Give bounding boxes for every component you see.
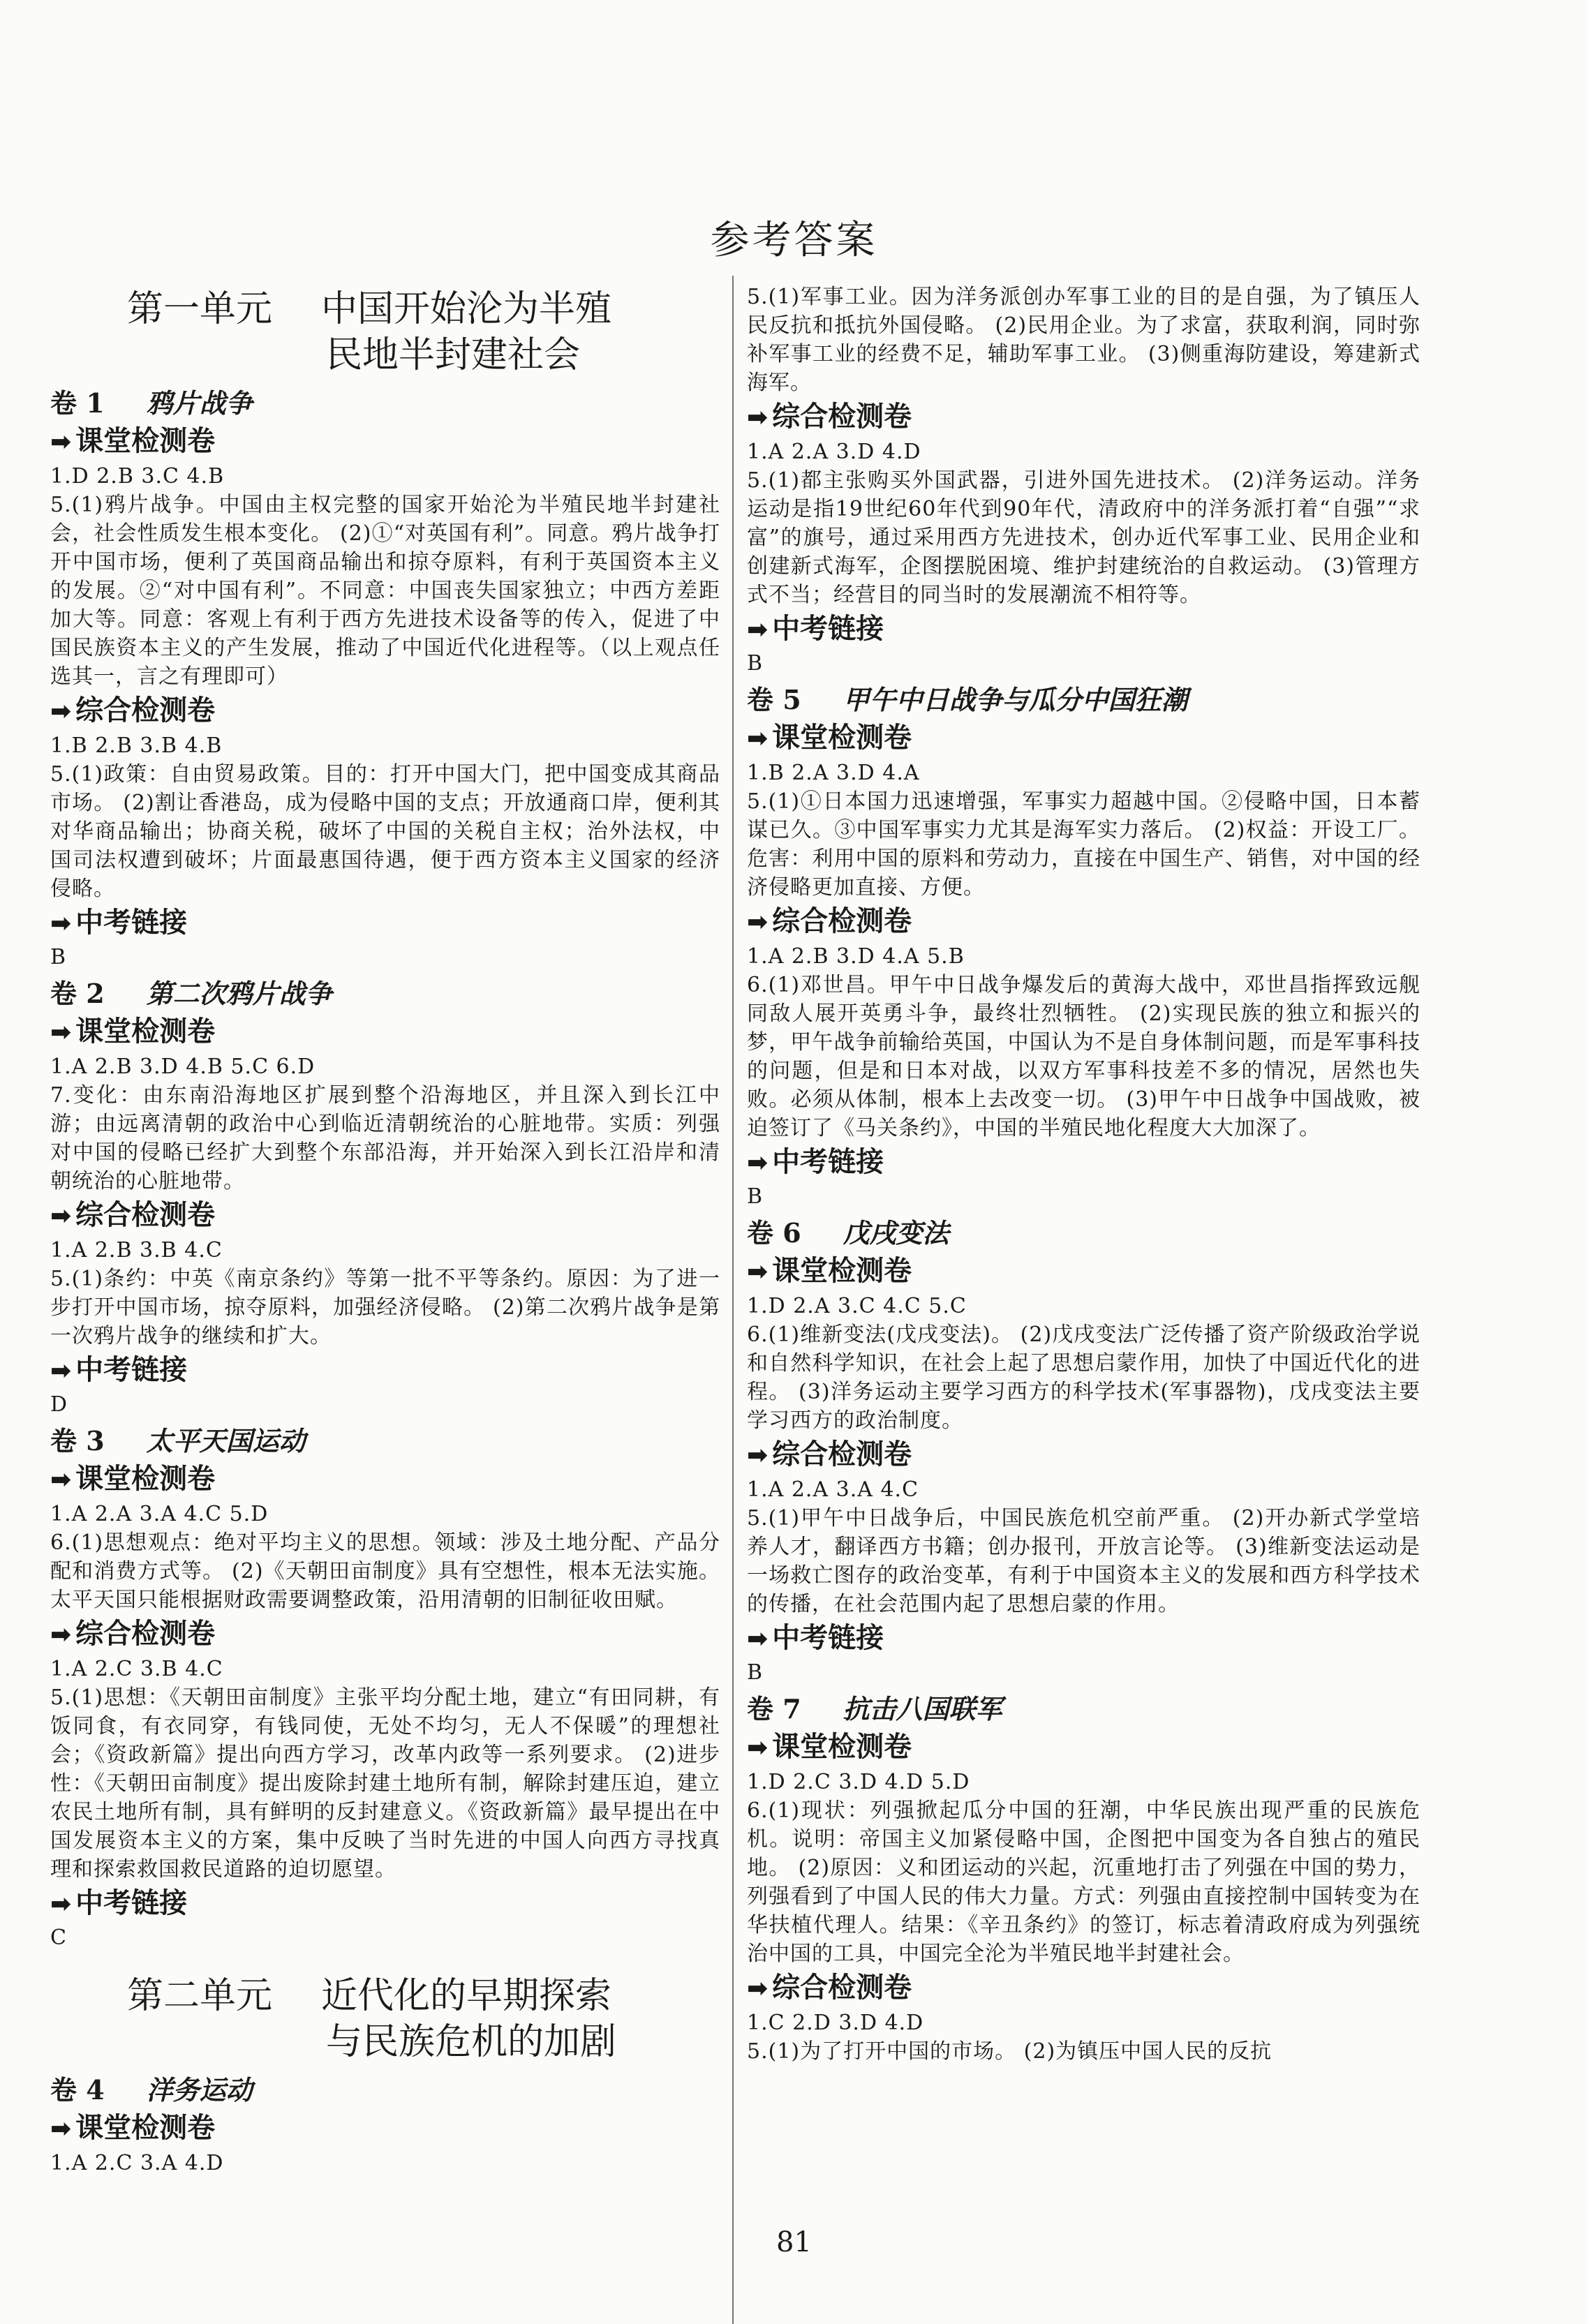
unit-2-title-line1: 近代化的早期探索 <box>321 1975 612 2017</box>
section-heading: ➡ 中考链接 <box>50 1887 188 1919</box>
answer-text: 5.(1)①日本国力迅速增强，军事实力超越中国。②侵略中国，日本蓄谋已久。③中国军事实力尤其是海军实力落后。 (2)权益：开设工厂。危害：利用中国的原料和劳动力，直接在中国生产、销售，对中国的经济侵略更加直接、方便。 <box>747 789 1420 900</box>
answer-choices: 1.A 2.C 3.B 4.C <box>50 1657 223 1681</box>
section-heading: ➡ 课堂检测卷 <box>50 1015 216 1048</box>
answer-text: 7.变化：由东南沿海地区扩展到整个沿海地区，并且深入到长江中游；由远离清朝的政治中心到临近清朝统治的心脏地带。实质：列强对中国的侵略已经扩大到整个东部沿海，并开始深入到长江沿岸和清朝统治的心脏地带。 <box>50 1083 720 1193</box>
answer-choices: 1.D 2.A 3.C 4.C 5.C <box>747 1294 967 1318</box>
section-heading: ➡ 中考链接 <box>747 1622 884 1654</box>
answer-choices: 1.A 2.B 3.D 4.A 5.B <box>747 944 965 969</box>
right-arrow-icon: ➡ <box>747 724 769 753</box>
right-arrow-icon: ➡ <box>50 1202 72 1230</box>
section-heading: ➡ 课堂检测卷 <box>747 1731 912 1763</box>
answer-text: 5.(1)为了打开中国的市场。 (2)为镇压中国人民的反抗 <box>747 2039 1272 2064</box>
section-heading: ➡ 综合检测卷 <box>50 1618 216 1650</box>
answer-choices: 1.A 2.B 3.B 4.C <box>50 1238 223 1262</box>
answer-text: 6.(1)维新变法(戊戌变法)。 (2)戊戌变法广泛传播了资产阶级政治学说和自然科学知识，在社会上起了思想启蒙作用，加快了中国近代化的进程。 (3)洋务运动主要学习西方的科学技术(军事器物)，戊戌变法主要学习西方的政治制度。 <box>747 1323 1420 1433</box>
section-heading: ➡ 中考链接 <box>747 1146 884 1178</box>
right-arrow-icon: ➡ <box>50 697 72 726</box>
answer-choices: 1.A 2.A 3.A 4.C <box>747 1477 919 1502</box>
juan-number: 卷 4 <box>50 2074 105 2106</box>
page-number: 81 <box>776 2226 812 2258</box>
juan-number: 卷 5 <box>747 684 801 715</box>
answer-choices: 1.C 2.D 3.D 4.D <box>747 2011 924 2035</box>
unit-1-title-line2: 民地半封建社会 <box>326 334 581 376</box>
answer-choices: 1.B 2.B 3.B 4.B <box>50 733 223 758</box>
juan-4-heading <box>50 2072 720 2108</box>
section-heading: ➡ 课堂检测卷 <box>50 425 216 457</box>
juan-7-heading <box>747 1691 1420 1727</box>
juan-name: 戊戌变法 <box>843 1217 949 1249</box>
juan-number: 卷 3 <box>50 1425 105 1457</box>
answer-choices: 1.A 2.B 3.D 4.B 5.C 6.D <box>50 1055 316 1079</box>
right-arrow-icon: ➡ <box>50 428 72 456</box>
answer-text: 6.(1)现状：列强掀起瓜分中国的狂潮，中华民族出现严重的民族危机。说明：帝国主义加紧侵略中国，企图把中国变为各自独占的殖民地。 (2)原因：义和团运动的兴起，沉重地打击了列强在中国的势力，列强看到了中国人民的伟大力量。方式：列强由直接控制中国转变为在华扶植代理人。结果：《辛丑条约》的签订，标志着清政府成为列强统治中国的工具，中国完全沦为半殖民地半封建社会。 <box>747 1798 1420 1966</box>
section-heading: ➡ 综合检测卷 <box>50 694 216 727</box>
right-arrow-icon: ➡ <box>747 403 769 432</box>
juan-name: 洋务运动 <box>146 2074 253 2106</box>
answer-letter: B <box>747 651 763 676</box>
answer-letter: B <box>50 945 66 969</box>
unit-1-title-line1: 中国开始沦为半殖 <box>321 288 612 330</box>
section-heading: ➡ 中考链接 <box>50 1354 188 1386</box>
column-divider <box>732 276 734 2324</box>
unit-2-number: 第二单元 <box>127 1975 273 2017</box>
right-arrow-icon: ➡ <box>50 909 72 938</box>
answer-letter: C <box>50 1926 66 1950</box>
right-arrow-icon: ➡ <box>747 1149 769 1177</box>
right-arrow-icon: ➡ <box>747 1258 769 1286</box>
answer-text: 5.(1)政策：自由贸易政策。目的：打开中国大门，把中国变成其商品市场。 (2)割让香港岛，成为侵略中国的支点；开放通商口岸，便利其对华商品输出；协商关税，破坏了中国的关税自主权；治外法权，中国司法权遭到破坏；片面最惠国待遇，便于西方资本主义国家的经济侵略。 <box>50 762 720 901</box>
right-arrow-icon: ➡ <box>747 1734 769 1762</box>
unit-2-title-line2: 与民族危机的加剧 <box>326 2021 617 2063</box>
right-arrow-icon: ➡ <box>50 1621 72 1649</box>
juan-number: 卷 7 <box>747 1693 801 1725</box>
juan-name: 鸦片战争 <box>146 387 253 419</box>
left-column <box>50 286 720 2177</box>
juan-name: 抗击八国联军 <box>843 1693 1002 1725</box>
juan-1-heading <box>50 385 720 422</box>
section-heading: ➡ 课堂检测卷 <box>50 2112 216 2144</box>
unit-2-title <box>50 1973 720 2065</box>
answer-text: 5.(1)都主张购买外国武器，引进外国先进技术。 (2)洋务运动。洋务运动是指19世纪60年代到90年代，清政府中的洋务派打着“自强”“求富”的旗号，通过采用西方先进技术，创办近代军事工业、民用企业和创建新式海军，企图摆脱困境、维护封建统治的自救运动。 (3)管理方式不当；经营目的同当时的发展潮流不相符等。 <box>747 468 1420 607</box>
answer-letter: B <box>747 1184 763 1209</box>
right-arrow-icon: ➡ <box>747 1974 769 2003</box>
section-heading: ➡ 中考链接 <box>50 907 188 939</box>
answer-text: 5.(1)军事工业。因为洋务派创办军事工业的目的是自强，为了镇压人民反抗和抵抗外国侵略。 (2)民用企业。为了求富，获取利润，同时弥补军事工业的经费不足，辅助军事工业。 (3)侧重海防建设，筹建新式海军。 <box>747 285 1420 395</box>
answer-choices: 1.D 2.B 3.C 4.B <box>50 464 225 489</box>
section-heading: ➡ 综合检测卷 <box>50 1199 216 1231</box>
juan-2-heading <box>50 976 720 1012</box>
answer-text: 5.(1)条约：中英《南京条约》等第一批不平等条约。原因：为了进一步打开中国市场，掠夺原料，加强经济侵略。 (2)第二次鸦片战争是第一次鸦片战争的继续和扩大。 <box>50 1267 720 1348</box>
right-arrow-icon: ➡ <box>50 1018 72 1047</box>
answer-text: 6.(1)思想观点：绝对平均主义的思想。领域：涉及土地分配、产品分配和消费方式等。 (2)《天朝田亩制度》具有空想性，根本无法实施。太平天国只能根据财政需要调整政策，沿用清朝的旧制征收田赋。 <box>50 1530 720 1612</box>
right-arrow-icon: ➡ <box>747 616 769 644</box>
unit-1-number: 第一单元 <box>127 288 273 330</box>
section-heading: ➡ 课堂检测卷 <box>747 722 912 754</box>
answer-text: 6.(1)邓世昌。甲午中日战争爆发后的黄海大战中，邓世昌指挥致远舰同敌人展开英勇斗争，最终壮烈牺牲。 (2)实现民族的独立和振兴的梦，甲午战争前输给英国，中国认为不是自身体制问题，而是军事科技的问题，但是和日本对战，以双方军事科技差不多的情况，居然也失败。必须从体制，根本上去改变一切。 (3)甲午中日战争中国战败，被迫签订了《马关条约》，中国的半殖民地化程度大大加深了。 <box>747 973 1420 1140</box>
answer-choices: 1.B 2.A 3.D 4.A <box>747 761 920 785</box>
juan-5-heading <box>747 682 1420 718</box>
juan-6-heading <box>747 1215 1420 1251</box>
answer-text: 5.(1)甲午中日战争后，中国民族危机空前严重。 (2)开办新式学堂培养人才，翻译西方书籍；创办报刊，开放言论等。 (3)维新变法运动是一场救亡图存的政治变革，有利于中国资本主义的发展和西方科学技术的传播，在社会范围内起了思想启蒙的作用。 <box>747 1506 1420 1616</box>
answer-letter: D <box>50 1392 68 1417</box>
section-heading: ➡ 综合检测卷 <box>747 1972 912 2004</box>
right-arrow-icon: ➡ <box>50 1357 72 1385</box>
section-heading: ➡ 综合检测卷 <box>747 401 912 433</box>
juan-3-heading <box>50 1423 720 1459</box>
answer-choices: 1.A 2.A 3.D 4.D <box>747 440 921 464</box>
answer-choices: 1.D 2.C 3.D 4.D 5.D <box>747 1770 970 1794</box>
section-heading: ➡ 课堂检测卷 <box>747 1255 912 1287</box>
section-heading: ➡ 课堂检测卷 <box>50 1463 216 1495</box>
answer-letter: B <box>747 1660 763 1685</box>
juan-number: 卷 6 <box>747 1217 801 1249</box>
answer-choices: 1.A 2.C 3.A 4.D <box>50 2151 224 2175</box>
juan-name: 太平天国运动 <box>146 1425 306 1457</box>
answer-text: 5.(1)鸦片战争。中国由主权完整的国家开始沦为半殖民地半封建社会，社会性质发生根本变化。 (2)①“对英国有利”。同意。鸦片战争打开中国市场，便利了英国商品输出和掠夺原料，有利于英国资本主义的发展。②“对中国有利”。不同意：中国丧失国家独立；中西方差距加大等。同意：客观上有利于西方先进技术设备等的传入，促进了中国民族资本主义的产生发展，推动了中国近代化进程等。（以上观点任选其一，言之有理即可） <box>50 493 720 689</box>
right-arrow-icon: ➡ <box>747 1441 769 1470</box>
section-heading: ➡ 综合检测卷 <box>747 905 912 937</box>
right-arrow-icon: ➡ <box>747 908 769 937</box>
page-title: 参考答案 <box>710 218 878 263</box>
juan-name: 第二次鸦片战争 <box>146 978 332 1009</box>
right-arrow-icon: ➡ <box>747 1625 769 1653</box>
answer-text: 5.(1)思想：《天朝田亩制度》主张平均分配土地，建立“有田同耕，有饭同食，有衣同穿，有钱同使，无处不均匀，无人不保暖”的理想社会；《资政新篇》提出向西方学习，改革内政等一系列要求。 (2)进步性：《天朝田亩制度》提出废除封建土地所有制，解除封建压迫，建立农民土地所有制，具有鲜明的反封建意义。《资政新篇》最早提出在中国发展资本主义的方案，集中反映了当时先进的中国人向西方寻找真理和探索救国救民道路的迫切愿望。 <box>50 1685 720 1882</box>
juan-number: 卷 1 <box>50 387 105 419</box>
right-arrow-icon: ➡ <box>50 1890 72 1919</box>
section-heading: ➡ 中考链接 <box>747 613 884 645</box>
answer-choices: 1.A 2.A 3.A 4.C 5.D <box>50 1502 269 1526</box>
right-arrow-icon: ➡ <box>50 2115 72 2143</box>
juan-name: 甲午中日战争与瓜分中国狂潮 <box>843 684 1188 715</box>
right-column <box>747 283 1420 2066</box>
section-heading: ➡ 综合检测卷 <box>747 1438 912 1470</box>
unit-1-title <box>50 286 720 378</box>
juan-number: 卷 2 <box>50 978 105 1009</box>
right-arrow-icon: ➡ <box>50 1466 72 1494</box>
